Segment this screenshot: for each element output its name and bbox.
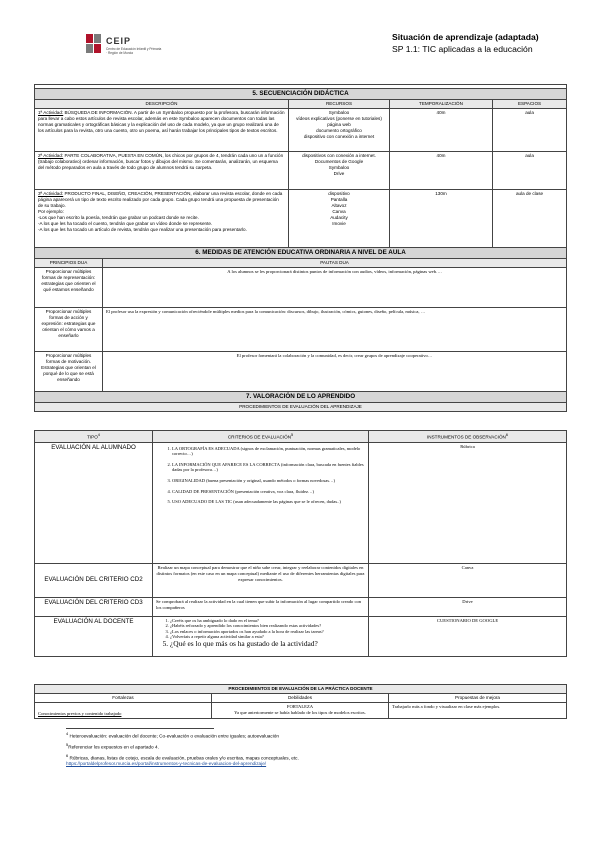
dua-principle-3: Proporcionar múltiples formas de motivación. Estrategias que orientan el porqué de lo que se está enseñando bbox=[35, 352, 103, 392]
activity-1-time: 40m bbox=[390, 109, 493, 152]
activity-2-space: aula bbox=[493, 152, 567, 190]
dua-principle-1: Proporcionar múltiples formas de representación: estrategias que orienten el qué estamos enseñando bbox=[35, 268, 103, 308]
activity-3-resources: dispositivo Pantalla Altavoz Canva Audacity Imovie bbox=[289, 190, 390, 248]
col-tipo: TIPO$^4$ bbox=[35, 431, 153, 443]
dua-pauta-2: El profesor usa la expresión y comunicación ofreciéndole múltiples medios para la comunicación: discursos, dibujo, ilustración, cómics, guiones, diseño, película, música, … bbox=[103, 308, 567, 352]
activity-2-resources: dispositivos con conexión a internet. Documentos de Google Symbaloo Drive bbox=[289, 152, 390, 190]
practice-title: PROCEDIMIENTOS DE EVALUACIÓN DE LA PRÁCTICA DOCENTE bbox=[35, 685, 567, 694]
practice-fortalezas: Conocimientos previos y contenido trabajado bbox=[35, 703, 212, 719]
activity-1-description: 1ª Actividad: BÚSQUEDA DE INFORMACIÓN. A partir de un Symbaloo propuesto por la profesora, buscarán información para llevar a cabo estos artículos de revista escolar, además en este Symbaloo aparecen documentos con todas las normas gramaticales y ortográficas básicas y la explicación del uso de cada modelo, ya que un grupo realizará una de los artículos para la revista, otro una cuento, otro un poema, así harán trabajar los principales tipos de textos escritos. bbox=[35, 109, 289, 152]
practice-table bbox=[34, 684, 567, 719]
activity-1-resources: Symbaloo vídeos explicativos (ponerse en tutoriales) página web documento ortográfico dispositivo con conexión a internet bbox=[289, 109, 390, 152]
eval-instrument-cd3: Drive bbox=[369, 597, 567, 616]
evaluation-table bbox=[34, 430, 567, 657]
dua-principle-2: Proporcionar múltiples formas de acción y expresión: estrategias que orientan el cómo vamos a enseñarlo bbox=[35, 308, 103, 352]
eval-type-cd2: EVALUACIÓN DEL CRITERIO CD2 bbox=[35, 563, 153, 597]
eval-criteria-cd2: Realizar un mapa conceptual para demostrar que el niño sabe crear, integrar y reelaborar contenidos digitales en distintos formatos (en este caso en un mapa conceptual) mediante el uso de diferentes herramientas digitales para expresar conocimientos. bbox=[153, 563, 369, 597]
activity-3-time: 130m bbox=[390, 190, 493, 248]
eval-type-cd3: EVALUACIÓN DEL CRITERIO CD3 bbox=[35, 597, 153, 616]
activity-3-description: 3ª Actividad: PRODUCTO FINAL, DISEÑO, CREACIÓN, PRESENTACIÓN, elaborar una revista escolar, donde en cada página aparecerá un tipo de texto escrito realizado por cada grupo. Cada grupo tendrá una propuesta de presentación de su trabajo. Por ejemplo: -Los que han escrito la poesía, tendrán que grabar un podcast donde se recite. -A los que les ha tocado el cuento, tendrán que grabar un vídeo donde se represente. -A los que les ha tocado un artículo de revista, tendrán que realizar una presentación para presentarlo. bbox=[35, 190, 289, 248]
practice-mejora: Trabajarlo más a fondo y visualizar en clase más ejemplos. bbox=[389, 703, 567, 719]
activity-1-space: aula bbox=[493, 109, 567, 152]
eval-instrument-cd2: Canva bbox=[369, 563, 567, 597]
col-fortalezas: Fortalezas bbox=[35, 694, 212, 703]
eval-type-docente: EVALUACIÓN AL DOCENTE bbox=[35, 616, 153, 656]
section6-title: 6. MEDIDAS DE ATENCIÓN EDUCATIVA ORDINARIA A NIVEL DE AULA bbox=[35, 248, 567, 259]
main-table bbox=[34, 84, 567, 412]
page-title: Situación de aprendizaje (adaptada) bbox=[392, 32, 539, 42]
col-espacios: ESPACIOS bbox=[493, 100, 567, 109]
logo-text: CEIP bbox=[106, 36, 132, 46]
page-subtitle: SP 1.1: TIC aplicadas a la educación bbox=[392, 44, 533, 54]
footnote-5: $^5$Referenciar los expuestos en el apartado 4. bbox=[66, 742, 159, 750]
section5-title: 5. SECUENCIACIÓN DIDÁCTICA bbox=[35, 89, 567, 100]
col-principios-dua: PRINCIPIOS DUA bbox=[35, 259, 103, 268]
col-criterios: CRITERIOS DE EVALUACIÓN$^5$ bbox=[153, 431, 369, 443]
eval-criteria-cd3: Se comprobará al realizar la actividad en la cual tienen que subir la información al lugar compartido creado con los compañeros bbox=[153, 597, 369, 616]
col-propuestas: Propuestas de mejora bbox=[389, 694, 567, 703]
eval-criteria-alumnado: 1. LA ORTOGRAFÍA ES ADECUADA (signos de exclamación, puntuación, normas gramaticales, modelo correcto…) 2. LA INFORMACIÓN QUE APARECE ES LA CORRECTA (información clara, buscada en fuentes fiables dadas por la profesora…) 3. ORIGINALIDAD (buena presentación y original, usando métodos o formas novedosas…) 4. CALIDAD DE PRESENTACIÓN (presentación creativa, voz clara, fluidez…) 5. USO ADECUADO DE LAS TIC (usan adecuadamente las páginas que se le ofrecen, dudas..) bbox=[153, 442, 369, 563]
activity-2-description: 2ª Actividad: PARTE COLABORATIVA, PUESTA EN COMÚN, los chicos por grupos de 4, tendrán cada uno un a función (trabajo colaborativo) ordenar información, buscar fotos y dibujos del mismo. Se comentarán, analizarán, un esquema del método preparados en aula a través de todo grupo de alumnos tendrá su carpeta. bbox=[35, 152, 289, 190]
footnote-divider bbox=[66, 728, 214, 729]
col-instrumentos: INSTRUMENTOS DE OBSERVACIÓN$^6$ bbox=[369, 431, 567, 443]
footnote-6: $^6$ Rúbricas, dianas, listas de cotejo, escala de evaluación, pruebas orales y/o escritas, mapas conceptuales, etc. bbox=[66, 753, 299, 761]
section7-subtitle: PROCEDIMIENTOS DE EVALUACIÓN DEL APRENDIZAJE bbox=[35, 403, 567, 412]
dua-pauta-3: El profesor fomentará la colaboración y la comunidad, es decir, crear grupos de aprendizaje cooperativo… bbox=[103, 352, 567, 392]
section7-title: 7. VALORACIÓN DE LO APRENDIDO bbox=[35, 392, 567, 403]
footnote-4: $^4$ Heteroevaluación: evaluación del docente; Co-evaluación o evaluación entre iguales; autoevaluación bbox=[66, 731, 280, 739]
footnote-link[interactable]: https://portaldelprofesor.murcia.es/portal/instrumentos-y-tecnicas-de-evaluacion-del-aprendizaje/ bbox=[66, 761, 267, 766]
col-debilidades: Debilidades bbox=[212, 694, 389, 703]
activity-3-space: aula de clase bbox=[493, 190, 567, 248]
col-recursos: RECURSOS bbox=[289, 100, 390, 109]
dua-pauta-1: A los alumnos se les proporcionará distintos puntos de información con audios, vídeos, información, páginas web…. bbox=[103, 268, 567, 308]
col-pautas-dua: PAUTAS DUA bbox=[103, 259, 567, 268]
eval-instrument-alumnado: Rúbrica bbox=[369, 442, 567, 563]
eval-criteria-docente: 1. ¿Creéis que os ha ambiguado lo dado en el tema? 2. ¿Habéis reforzado y aprendido los conocimientos bien realizando estas actividades? 3. ¿Los enlaces o información aportados os han ayudado a la hora de realizar las tareas? 4. ¿Volveríais a repetir alguna actividad similar a esta? 5. ¿Qué es lo que más os ha gustado de la actividad? bbox=[153, 616, 369, 656]
activity-2-time: 40m bbox=[390, 152, 493, 190]
school-logo bbox=[86, 34, 166, 68]
logo-mark-icon bbox=[86, 34, 102, 54]
col-descripcion: DESCRIPCIÓN bbox=[35, 100, 289, 109]
eval-instrument-docente: CUESTIONARIO DE GOOGLE bbox=[369, 616, 567, 656]
logo-caption: Centro de Educación Infantil y Primaria · Región de Murcia bbox=[106, 47, 162, 55]
practice-debilidades: FORTALEZA Ya que anteriormente se había hablado de los tipos de modelos escritos. bbox=[212, 703, 389, 719]
col-temporalizacion: TEMPORALIZACIÓN bbox=[390, 100, 493, 109]
eval-type-alumnado: EVALUACIÓN AL ALUMNADO bbox=[35, 442, 153, 563]
